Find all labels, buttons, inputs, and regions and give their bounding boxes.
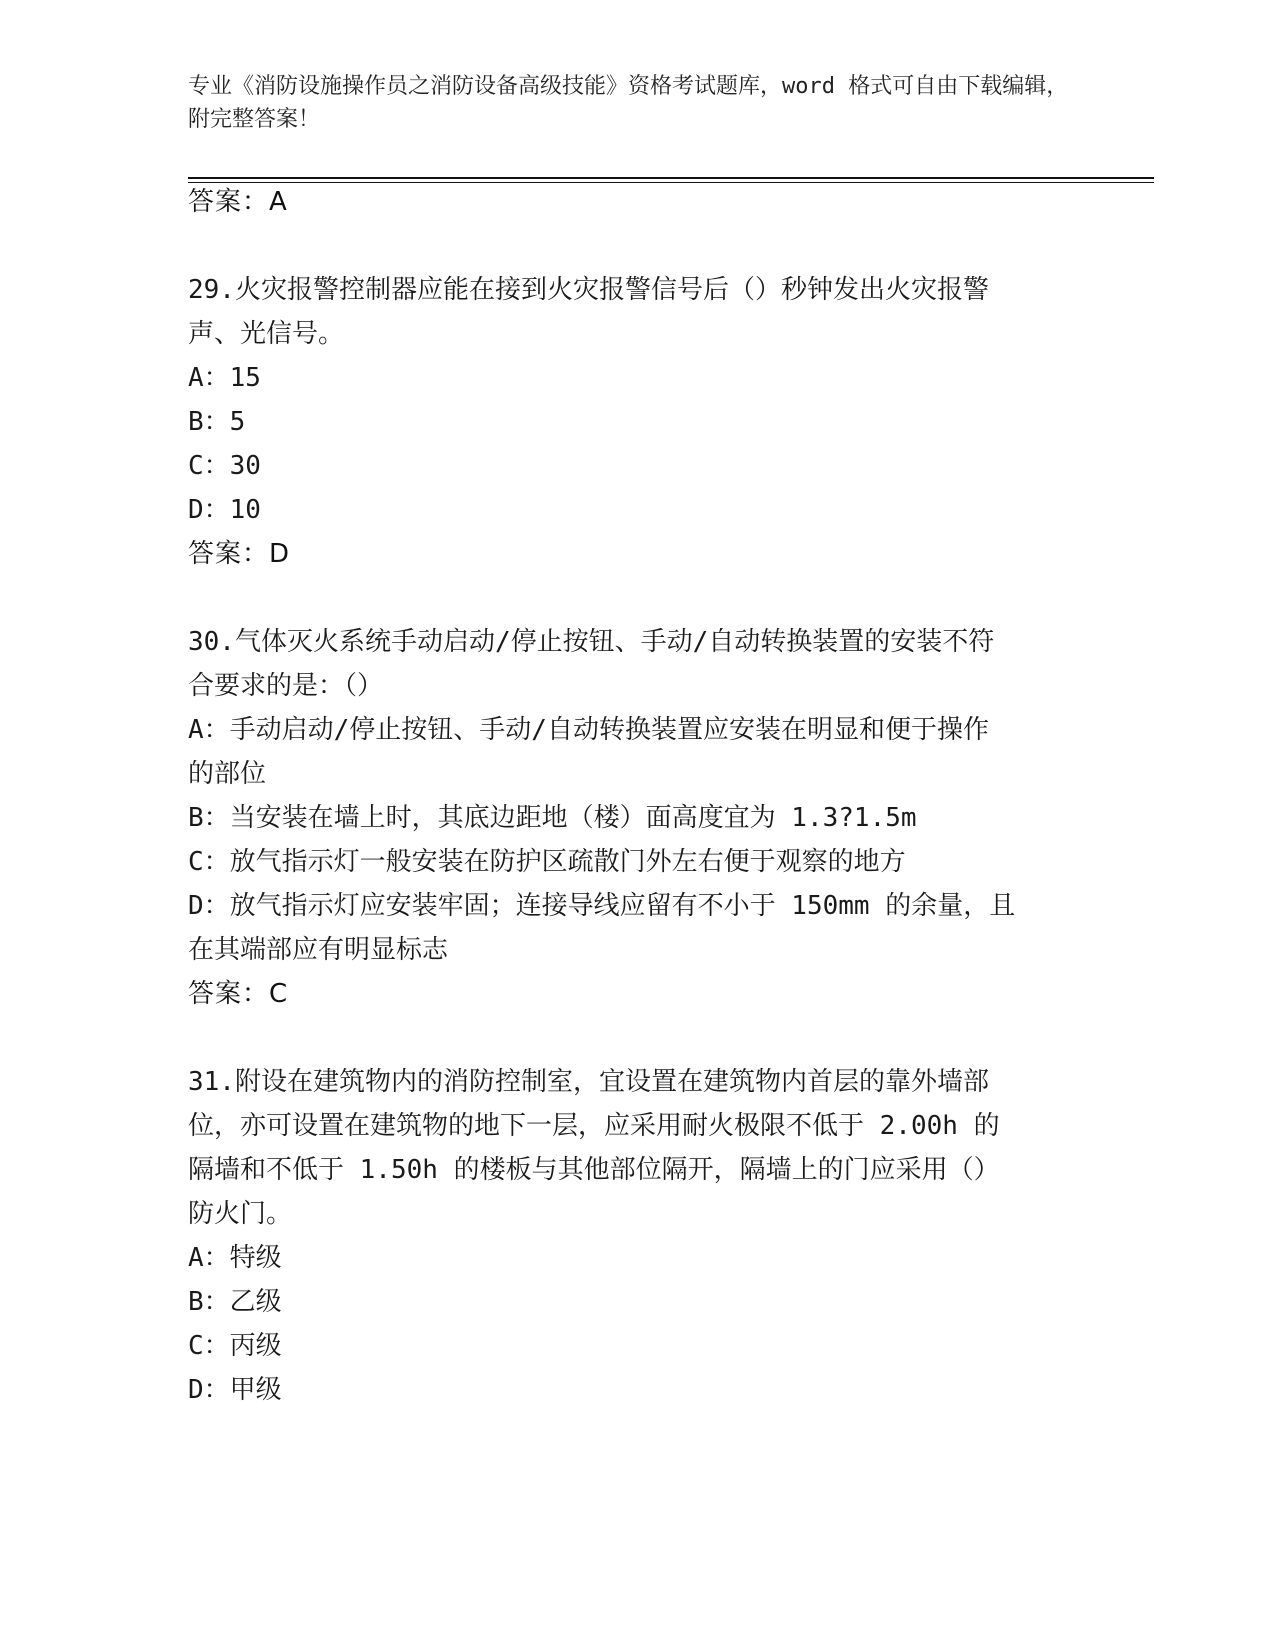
question-31-text-line-3: 隔墙和不低于 1.50h 的楼板与其他部位隔开，隔墙上的门应采用（） <box>188 1155 1000 1185</box>
question-31-text-line-1: 31.附设在建筑物内的消防控制室，宜设置在建筑物内首层的靠外墙部 <box>188 1067 989 1097</box>
question-29-text-line-2: 声、光信号。 <box>188 319 345 349</box>
question-31-option-d: D：甲级 <box>188 1375 282 1405</box>
question-30-text-line-2: 合要求的是：（） <box>188 671 384 701</box>
question-29-option-a: A：15 <box>188 363 261 393</box>
answer-line: 答案：A <box>188 187 288 217</box>
question-31-text-line-4: 防火门。 <box>188 1199 293 1229</box>
question-31-text-line-2: 位，亦可设置在建筑物的地下一层，应采用耐火极限不低于 2.00h 的 <box>188 1111 1000 1141</box>
question-31-option-a: A：特级 <box>188 1243 282 1273</box>
question-30-option-d-line-2: 在其端部应有明显标志 <box>188 935 449 965</box>
question-29-option-c: C：30 <box>188 451 261 481</box>
question-30-answer: 答案：C <box>188 979 289 1009</box>
question-30-text-line-1: 30.气体灭火系统手动启动/停止按钮、手动/自动转换装置的安装不符 <box>188 627 995 657</box>
header-rule-thin <box>188 182 1154 183</box>
header-rule-thick <box>188 177 1154 179</box>
question-30-option-a-line-1: A：手动启动/停止按钮、手动/自动转换装置应安装在明显和便于操作 <box>188 715 989 745</box>
question-31-option-b: B：乙级 <box>188 1287 282 1317</box>
question-30-option-c: C：放气指示灯一般安装在防护区疏散门外左右便于观察的地方 <box>188 847 906 877</box>
question-29-option-b: B：5 <box>188 407 246 437</box>
question-30-option-a-line-2: 的部位 <box>188 759 267 789</box>
question-29-option-d: D：10 <box>188 495 261 525</box>
document-header: 专业《消防设施操作员之消防设备高级技能》资格考试题库，word 格式可自由下载编辑，附完整答案！ <box>188 74 1069 132</box>
question-29-answer: 答案：D <box>188 539 291 569</box>
question-30-option-d-line-1: D：放气指示灯应安装牢固；连接导线应留有不小于 150mm 的余量，且 <box>188 891 1016 921</box>
question-31-option-c: C：丙级 <box>188 1331 282 1361</box>
question-30-option-b: B：当安装在墙上时，其底边距地（楼）面高度宜为 1.3?1.5m <box>188 803 917 833</box>
question-29-text-line-1: 29.火灾报警控制器应能在接到火灾报警信号后（）秒钟发出火灾报警 <box>188 275 989 305</box>
